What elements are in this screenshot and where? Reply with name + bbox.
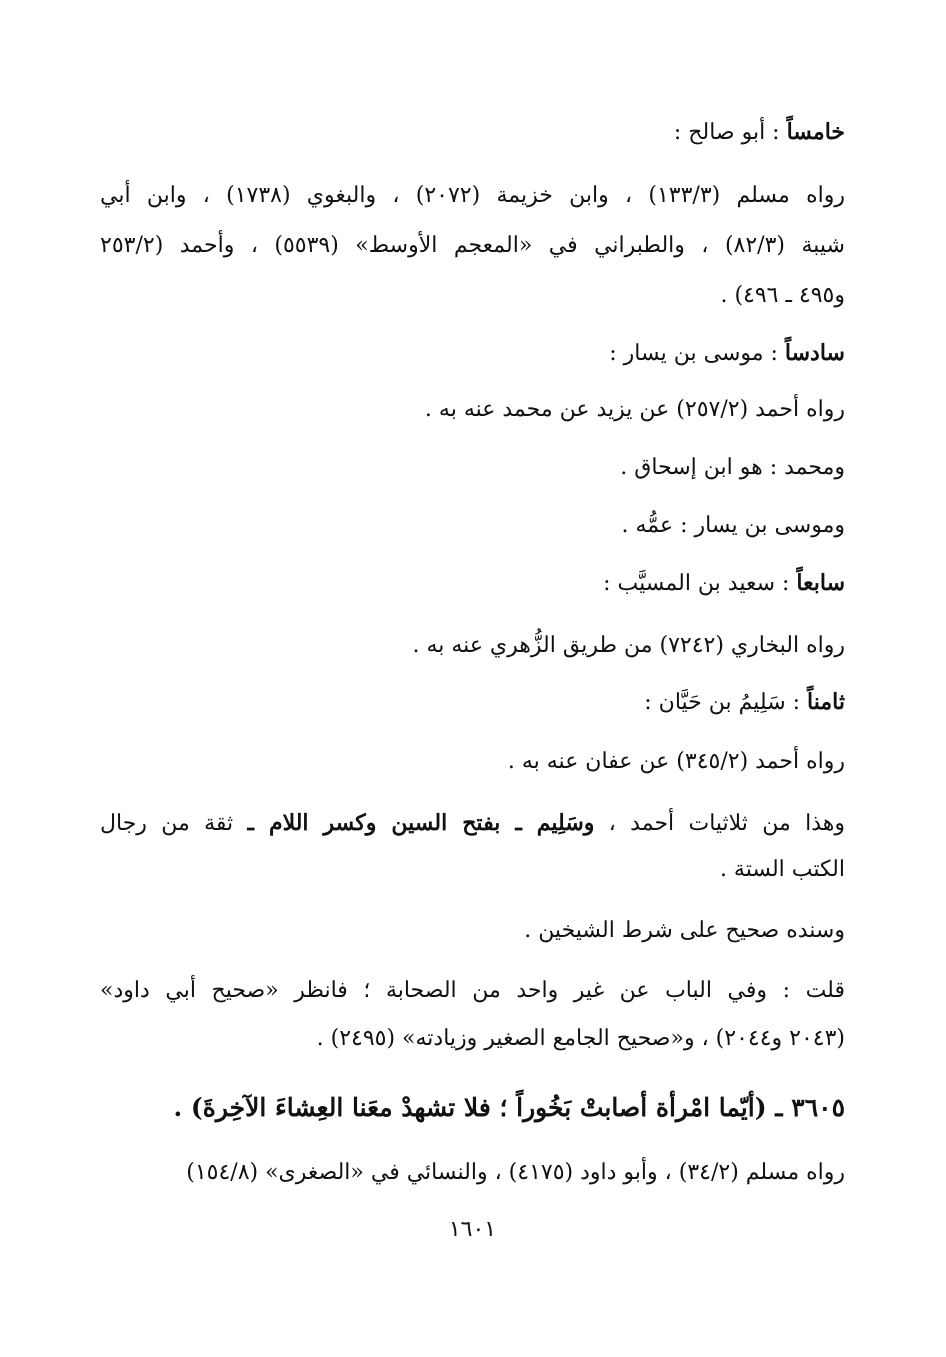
note-line-2: الكتب الستة .	[719, 857, 845, 882]
note-line-1	[100, 803, 845, 843]
section-8-line-1: رواه أحمد (٣٤٥/٢) عن عفان عنه به .	[507, 749, 845, 774]
hadith-source-line: رواه مسلم (٣٤/٢) ، وأبو داود (٤١٧٥) ، والنسائي في «الصغرى» (١٥٤/٨)	[186, 1160, 845, 1185]
section-5-line-2: شيبة (٨٢/٣) ، والطبراني في «المعجم الأوسط» (٥٥٣٩) ، وأحمد (٢٥٣/٢	[100, 233, 845, 258]
section-heading-6	[100, 333, 845, 373]
note-post: ثقة من رجال	[100, 811, 248, 836]
section-heading-8	[100, 682, 845, 722]
section-label-8: ثامناً	[807, 689, 845, 715]
qult-line-2: (٢٠٤٣ و٢٠٤٤) ، و«صحيح الجامع الصغير وزيادته» (٢٤٩٥) .	[316, 1026, 845, 1051]
document-page	[100, 0, 845, 1357]
hadith-heading: ٣٦٠٥ ـ (أيّما امْرأة أصابتْ بَخُوراً ؛ فلا تشهدْ معَنا العِشاءَ الآخِرةَ) .	[173, 1093, 845, 1122]
section-title-5: : أبو صالح :	[673, 120, 787, 145]
section-5-line-1: رواه مسلم (١٣٣/٣) ، وابن خزيمة (٢٠٧٢) ، والبغوي (١٧٣٨) ، وابن أبي	[100, 183, 845, 208]
note-pre: وهذا من ثلاثيات أحمد ،	[594, 811, 846, 836]
page-number: ١٦٠١	[448, 1217, 497, 1242]
section-title-6: : موسى بن يسار :	[609, 341, 785, 366]
section-7-line-1: رواه البخاري (٧٢٤٢) من طريق الزُّهري عنه به .	[412, 633, 845, 658]
section-title-7: : سعيد بن المسيَّب :	[603, 571, 797, 596]
section-title-8: : سَلِيمُ بن حَيَّان :	[644, 690, 808, 715]
section-5-line-3: و٤٩٥ ـ ٤٩٦) .	[720, 283, 845, 308]
sanad-line: وسنده صحيح على شرط الشيخين .	[524, 918, 845, 943]
section-label-6: سادساً	[784, 340, 845, 366]
note-bold: وسَلِيم ـ بفتح السين وكسر اللام ـ	[247, 810, 595, 836]
qult-line-1: قلت : وفي الباب عن غير واحد من الصحابة ؛ فانظر «صحيح أبي داود»	[100, 978, 845, 1003]
section-label-5: خامساً	[786, 119, 845, 145]
section-heading-5	[100, 112, 845, 152]
section-label-7: سابعاً	[796, 570, 845, 596]
section-6-line-2: ومحمد : هو ابن إسحاق .	[620, 455, 845, 480]
section-heading-7	[100, 563, 845, 603]
section-6-line-1: رواه أحمد (٢٥٧/٢) عن يزيد عن محمد عنه به .	[424, 397, 845, 422]
section-6-line-3: وموسى بن يسار : عمُّه .	[621, 513, 845, 538]
